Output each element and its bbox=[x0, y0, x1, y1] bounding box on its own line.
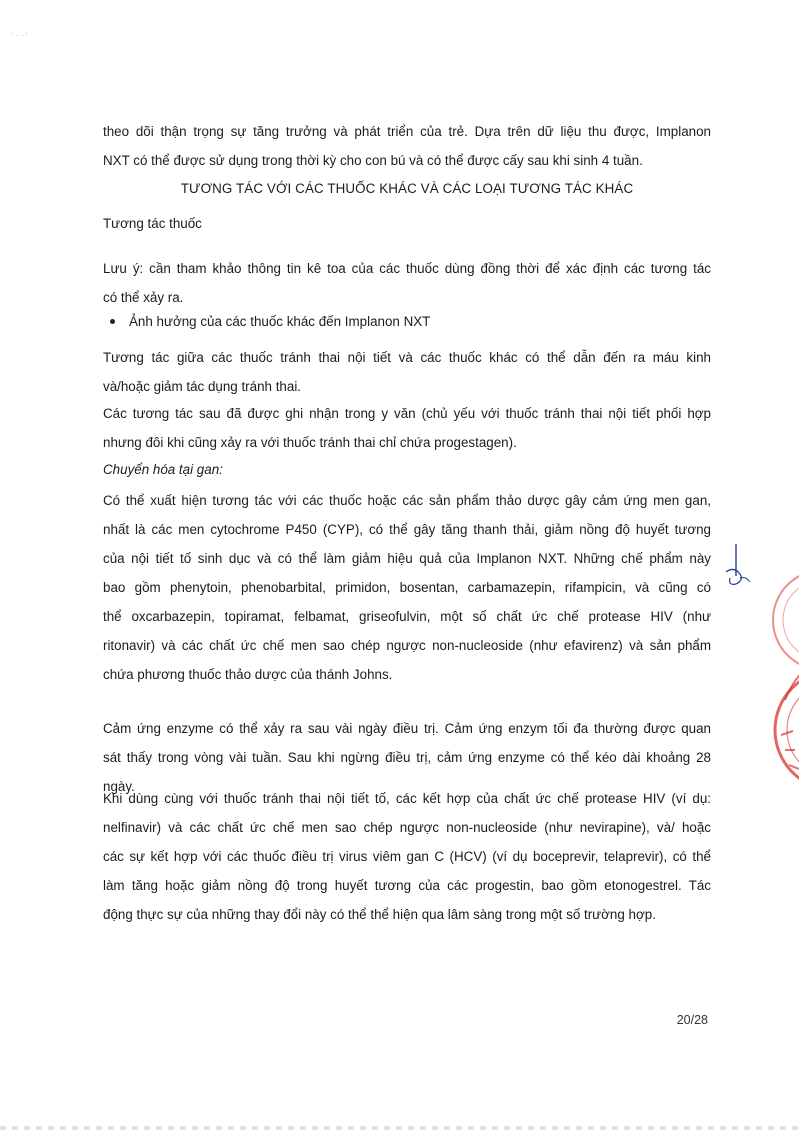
text-line: Khi dùng cùng với thuốc tránh thai nội tiết tố, các kết hợp của chất ức chế protease HIV (ví dụ: bbox=[103, 791, 711, 806]
text-line: ritonavir) và các chất ức chế men sao chép ngược non-nucleoside (như efavirenz) và sản phẩm bbox=[103, 638, 711, 653]
scan-speck: · . .· bbox=[10, 28, 28, 39]
scan-border bbox=[0, 1126, 799, 1130]
signature-mark-icon bbox=[722, 542, 762, 592]
text-line: nelfinavir) và các chất ức chế men sao chép ngược non-nucleoside (như nevirapine), và/ hoặc bbox=[103, 820, 711, 835]
text-line: Tương tác giữa các thuốc tránh thai nội tiết và các thuốc khác có thể dẫn đến ra máu kinh bbox=[103, 350, 711, 365]
bullet-text: Ảnh hưởng của các thuốc khác đến Implanon NXT bbox=[129, 314, 431, 329]
text-line: theo dõi thận trọng sự tăng trưởng và phát triển của trẻ. Dựa trên dữ liệu thu được, Implanon bbox=[103, 124, 711, 139]
page-number: 20/28 bbox=[676, 1013, 708, 1027]
bullet-item bbox=[110, 314, 430, 329]
text-line: động thực sự của những thay đổi này có thể thể hiện qua lâm sàng trong một số trường hợp. bbox=[103, 907, 656, 922]
text-line: chứa phương thuốc thảo dược của thánh Johns. bbox=[103, 667, 393, 682]
paragraph-hepatic-metabolism bbox=[103, 486, 711, 689]
text-line: của nội tiết tố sinh dục và có thể làm giảm hiệu quả của Implanon NXT. Những chế phẩm này bbox=[103, 551, 711, 566]
italic-heading: Chuyển hóa tại gan: bbox=[103, 462, 223, 477]
text-line: và/hoặc giảm tác dụng tránh thai. bbox=[103, 379, 302, 394]
note-paragraph bbox=[103, 254, 711, 312]
text-line: nhưng đôi khi cũng xảy ra với thuốc tránh thai chỉ chứa progestagen). bbox=[103, 435, 517, 450]
text-line: Có thể xuất hiện tương tác với các thuốc hoặc các sản phẩm thảo dược gây cảm ứng men gan, bbox=[103, 493, 711, 508]
text-line: làm tăng hoặc giảm nồng độ trong huyết tương của các progestin, bao gồm etonogestrel. Tác bbox=[103, 878, 711, 893]
section-heading: TƯƠNG TÁC VỚI CÁC THUỐC KHÁC VÀ CÁC LOẠI TƯƠNG TÁC KHÁC bbox=[180, 181, 634, 196]
sub-heading: Tương tác thuốc bbox=[103, 216, 202, 231]
text-line: thể oxcarbazepin, topiramat, felbamat, griseofulvin, một số chất ức chế protease HIV (như bbox=[103, 609, 711, 624]
text-line: Cảm ứng enzyme có thể xảy ra sau vài ngày điều trị. Cảm ứng enzym tối đa thường được quan bbox=[103, 721, 711, 736]
bullet-icon bbox=[110, 319, 115, 324]
paragraph-breastfeeding bbox=[103, 117, 711, 175]
text-line: ngày. bbox=[103, 779, 135, 794]
text-line: Các tương tác sau đã được ghi nhận trong y văn (chủ yếu với thuốc tránh thai nội tiết phối hợp bbox=[103, 406, 711, 421]
paragraph-hiv-hcv bbox=[103, 784, 711, 929]
text-line: sát thấy trong vòng vài tuần. Sau khi ngừng điều trị, cảm ứng enzyme có thể kéo dài khoảng 28 bbox=[103, 750, 711, 765]
text-line: Lưu ý: cần tham khảo thông tin kê toa của các thuốc dùng đồng thời để xác định các tương tác bbox=[103, 261, 711, 276]
text-line: bao gồm phenytoin, phenobarbital, primidon, bosentan, carbamazepin, rifampicin, và cũng có bbox=[103, 580, 711, 595]
paragraph-interactions bbox=[103, 343, 711, 401]
company-stamp-icon bbox=[745, 560, 799, 810]
text-line: có thể xảy ra. bbox=[103, 290, 184, 305]
text-line: các sự kết hợp với các thuốc điều trị virus viêm gan C (HCV) (ví dụ boceprevir, telaprevir), có thể bbox=[103, 849, 711, 864]
text-line: NXT có thể được sử dụng trong thời kỳ cho con bú và có thể được cấy sau khi sinh 4 tuần. bbox=[103, 153, 643, 168]
paragraph-literature bbox=[103, 399, 711, 457]
text-line: nhất là các men cytochrome P450 (CYP), có thể gây tăng thanh thải, giảm nồng độ huyết tương bbox=[103, 522, 711, 537]
